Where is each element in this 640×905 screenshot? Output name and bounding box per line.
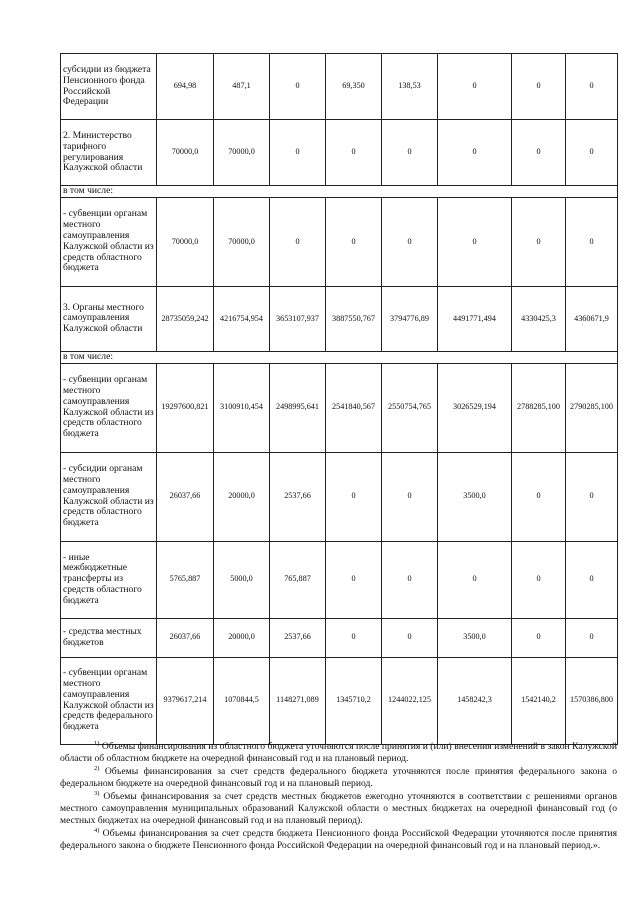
table-cell: 1570386,800 xyxy=(566,657,618,744)
table-cell: 2790285,100 xyxy=(566,363,618,452)
table-cell: 19297600,821 xyxy=(157,363,214,452)
table-cell: 3026529,194 xyxy=(438,363,512,452)
table-cell: 4330425,3 xyxy=(512,286,566,351)
table-cell: 0 xyxy=(512,452,566,541)
table-cell: 2541840,567 xyxy=(326,363,382,452)
table-row xyxy=(61,351,618,363)
table-cell: 0 xyxy=(512,541,566,618)
table-cell: 0 xyxy=(438,541,512,618)
table-cell: 0 xyxy=(566,54,618,120)
table-cell: 20000,0 xyxy=(214,618,270,657)
footnote xyxy=(60,741,617,766)
table-cell: 69,350 xyxy=(326,54,382,120)
table-row xyxy=(61,54,618,120)
table-cell: 0 xyxy=(382,452,438,541)
table-cell: 0 xyxy=(326,197,382,286)
table-cell: 0 xyxy=(438,197,512,286)
table-cell: 70000,0 xyxy=(157,197,214,286)
table-cell: 1070844,5 xyxy=(214,657,270,744)
table-cell: 1345710,2 xyxy=(326,657,382,744)
table-cell: 3653107,937 xyxy=(270,286,326,351)
table-cell: 70000,0 xyxy=(157,120,214,186)
row-label: - субвенции органам местного самоуправления Калужской области из средств федерального бюджета xyxy=(61,657,157,744)
footnote-mark: 4) xyxy=(94,826,100,834)
table-cell: 4491771,494 xyxy=(438,286,512,351)
table-cell: 0 xyxy=(566,197,618,286)
table-row xyxy=(61,286,618,351)
table-cell: 4360671,9 xyxy=(566,286,618,351)
table-cell: 0 xyxy=(566,618,618,657)
table-cell: 0 xyxy=(270,120,326,186)
table-cell: 0 xyxy=(270,54,326,120)
table-row xyxy=(61,197,618,286)
table-cell: 0 xyxy=(326,452,382,541)
table-cell: 0 xyxy=(382,197,438,286)
table-cell: 765,887 xyxy=(270,541,326,618)
table-cell: 3887550,767 xyxy=(326,286,382,351)
row-label: 3. Органы местного самоуправления Калужской области xyxy=(61,286,157,351)
table-cell: 2537,66 xyxy=(270,452,326,541)
table-cell: 2498995,641 xyxy=(270,363,326,452)
table-row xyxy=(61,363,618,452)
table-cell: 28735059,242 xyxy=(157,286,214,351)
table-cell: 0 xyxy=(326,120,382,186)
table-row xyxy=(61,541,618,618)
footnote-text: Объемы финансирования за счет средств местных бюджетов ежегодно уточняются в соответствии с решениями органов местного самоуправления муниципальных образований Калужской области о местных бюджетах на очередной финансовый год (о местных бюджетах на очередной финансовый год и на плановый период). xyxy=(60,790,617,827)
table-cell: 0 xyxy=(512,618,566,657)
table-cell: 3100910,454 xyxy=(214,363,270,452)
row-label: - субвенции органам местного самоуправления Калужской области из средств областного бюджета xyxy=(61,363,157,452)
footnote-text: Объемы финансирования за счет средств бюджета Пенсионного фонда Российской Федерации уточняются после принятия федерального закона о бюджете Пенсионного фонда Российской Федерации на очередной финансовый год и на плановый период.». xyxy=(60,827,617,852)
footnote-text: Объемы финансирования за счет средств федерального бюджета уточняются после принятия федерального закона о федеральном бюджете на очередной финансовый год и на плановый период. xyxy=(60,765,617,790)
table-cell: 26037,66 xyxy=(157,618,214,657)
row-label: - субвенции органам местного самоуправления Калужской области из средств областного бюджета xyxy=(61,197,157,286)
table-cell: 2788285,100 xyxy=(512,363,566,452)
table-cell: 20000,0 xyxy=(214,452,270,541)
table-cell: 1542140,2 xyxy=(512,657,566,744)
row-label: в том числе: xyxy=(61,186,618,198)
footnote-mark: 1) xyxy=(94,740,100,747)
table-row xyxy=(61,186,618,198)
table-cell: 0 xyxy=(512,197,566,286)
table-cell: 694,98 xyxy=(157,54,214,120)
table-cell: 3500,0 xyxy=(438,452,512,541)
table-cell: 5000,0 xyxy=(214,541,270,618)
footnote-mark: 2) xyxy=(94,764,100,772)
table-row xyxy=(61,657,618,744)
footnote xyxy=(60,828,617,853)
table-cell: 0 xyxy=(512,54,566,120)
table-cell: 70000,0 xyxy=(214,197,270,286)
table-cell: 3500,0 xyxy=(438,618,512,657)
row-label: - иные межбюджетные трансферты из средств областного бюджета xyxy=(61,541,157,618)
row-label: в том числе: xyxy=(61,351,618,363)
table-cell: 70000,0 xyxy=(214,120,270,186)
table-cell: 3794776,89 xyxy=(382,286,438,351)
table-cell: 1244022,125 xyxy=(382,657,438,744)
table-cell: 1148271,089 xyxy=(270,657,326,744)
table-cell: 0 xyxy=(438,54,512,120)
table-cell: 0 xyxy=(270,197,326,286)
table-cell: 5765,887 xyxy=(157,541,214,618)
table-cell: 487,1 xyxy=(214,54,270,120)
table-row xyxy=(61,618,618,657)
footnotes xyxy=(60,741,617,853)
table-cell: 0 xyxy=(326,618,382,657)
table-cell: 4216754,954 xyxy=(214,286,270,351)
table-row xyxy=(61,452,618,541)
table-cell: 2550754,765 xyxy=(382,363,438,452)
table-cell: 0 xyxy=(566,452,618,541)
table-cell: 9379617,214 xyxy=(157,657,214,744)
row-label: - средства местных бюджетов xyxy=(61,618,157,657)
table-cell: 26037,66 xyxy=(157,452,214,541)
table-cell: 1458242,3 xyxy=(438,657,512,744)
table-cell: 138,53 xyxy=(382,54,438,120)
footnote-mark: 3) xyxy=(94,789,100,797)
row-label: - субсидии органам местного самоуправления Калужской области из средств областного бюджета xyxy=(61,452,157,541)
table-cell: 0 xyxy=(382,618,438,657)
table-cell: 0 xyxy=(438,120,512,186)
table-cell: 0 xyxy=(566,120,618,186)
footnote-text: Объемы финансирования из областного бюджета уточняются после принятия и (или) внесения изменений в закон Калужской области об областном бюджете на очередной финансовый год и на плановый период. xyxy=(60,741,617,765)
footnote xyxy=(60,766,617,791)
table-row xyxy=(61,120,618,186)
row-label: субсидии из бюджета Пенсионного фонда Российской Федерации xyxy=(61,54,157,120)
financing-table xyxy=(60,53,618,745)
table-cell: 2537,66 xyxy=(270,618,326,657)
table-cell: 0 xyxy=(566,541,618,618)
table-cell: 0 xyxy=(382,541,438,618)
table-cell: 0 xyxy=(326,541,382,618)
table-body xyxy=(61,54,618,745)
table-cell: 0 xyxy=(382,120,438,186)
table-cell: 0 xyxy=(512,120,566,186)
footnote xyxy=(60,791,617,828)
row-label: 2. Министерство тарифного регулирования Калужской области xyxy=(61,120,157,186)
